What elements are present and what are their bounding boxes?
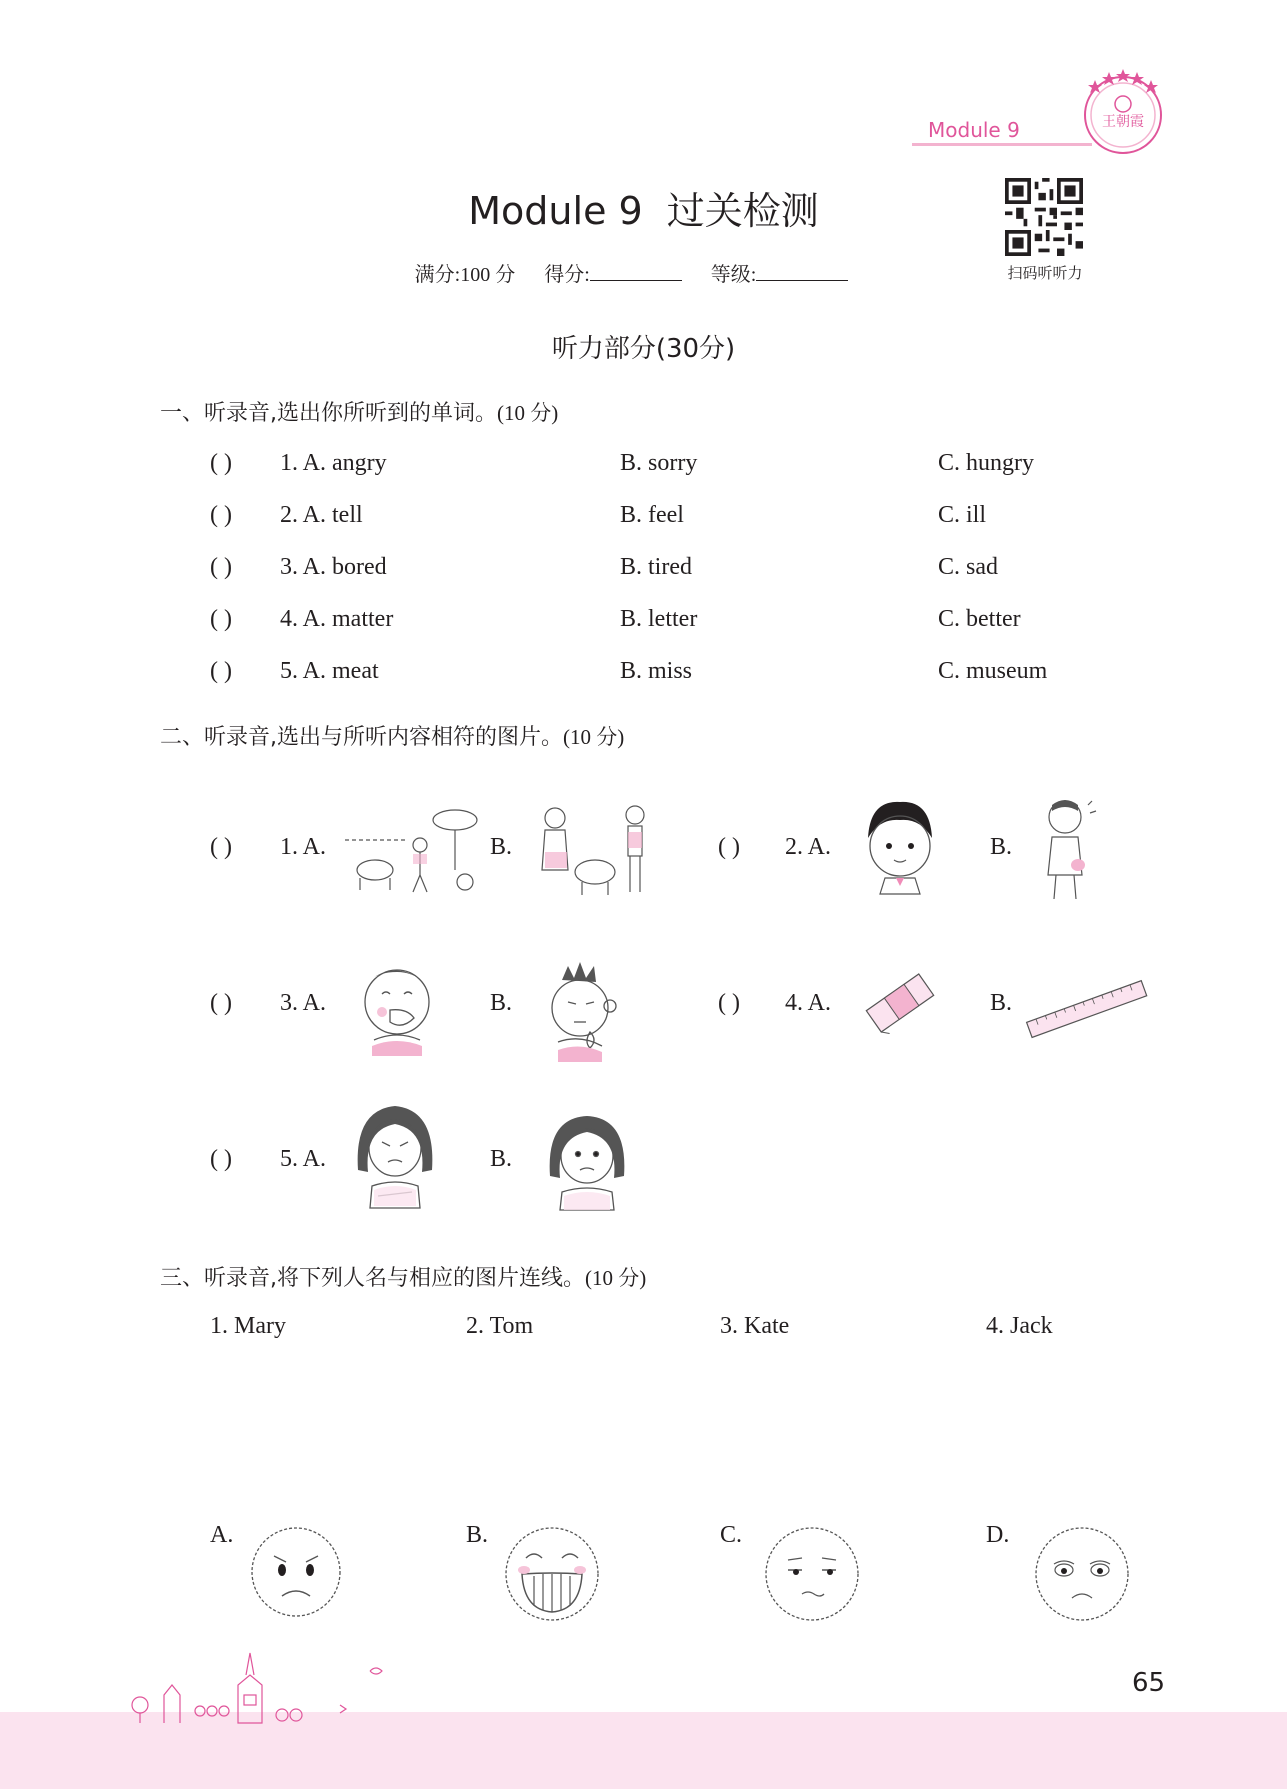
part1-row xyxy=(210,450,1110,480)
name-kate: 3. Kate xyxy=(720,1313,790,1339)
eraser-icon[interactable] xyxy=(860,968,940,1038)
answer-blank[interactable]: ( ) xyxy=(210,554,232,580)
q3-option-b-label: B. xyxy=(490,990,513,1016)
title-module: Module 9 xyxy=(468,189,643,233)
bored-face-icon[interactable] xyxy=(762,1524,862,1624)
part1-row xyxy=(210,554,1110,584)
qr-code-icon[interactable] xyxy=(1005,178,1083,256)
answer-blank[interactable]: ( ) xyxy=(210,658,232,684)
qr-label: 扫码听听力 xyxy=(1007,264,1083,282)
option-b: B. sorry xyxy=(620,450,698,476)
full-score: 满分:100 分 xyxy=(414,264,516,286)
face-d-label: D. xyxy=(986,1522,1010,1548)
part3-heading: 三、听录音,将下列人名与相应的图片连线。(10 分) xyxy=(160,1266,647,1291)
listening-section-title: 听力部分(30分) xyxy=(551,334,736,364)
q1-option-a-label: 1. A. xyxy=(280,834,327,860)
q2-option-b-label: B. xyxy=(990,834,1013,860)
children-with-cow-icon[interactable] xyxy=(520,800,660,900)
sick-boy-icon[interactable] xyxy=(1030,795,1100,905)
name-jack: 4. Jack xyxy=(986,1313,1053,1339)
option-c: C. hungry xyxy=(938,450,1034,476)
q3-option-a-label: 3. A. xyxy=(280,990,327,1016)
answer-blank[interactable]: ( ) xyxy=(210,606,232,632)
name-mary: 1. Mary xyxy=(210,1313,286,1339)
module-tag: Module 9 xyxy=(928,118,1020,142)
option-a: 4. A. matter xyxy=(280,606,394,632)
worried-girl-icon[interactable] xyxy=(540,1110,635,1214)
angry-girl-icon[interactable] xyxy=(350,1100,440,1212)
q5-option-a-label: 5. A. xyxy=(280,1146,327,1172)
option-c: C. better xyxy=(938,606,1021,632)
option-c: C. sad xyxy=(938,554,998,580)
option-b: B. tired xyxy=(620,554,692,580)
part1-row xyxy=(210,658,1110,688)
page-number: 65 xyxy=(1132,1668,1166,1698)
tired-face-icon[interactable] xyxy=(1032,1524,1132,1624)
part2-heading: 二、听录音,选出与所听内容相符的图片。(10 分) xyxy=(160,725,625,750)
farm-scene-icon[interactable] xyxy=(345,800,485,900)
ruler-icon[interactable] xyxy=(1022,975,1152,1045)
grade-blank[interactable] xyxy=(756,262,848,281)
town-decoration-icon xyxy=(120,1645,400,1725)
q1-option-b-label: B. xyxy=(490,834,513,860)
part1-row xyxy=(210,606,1110,636)
option-b: B. miss xyxy=(620,658,693,684)
answer-blank[interactable]: ( ) xyxy=(210,1146,232,1172)
boy-face-icon[interactable] xyxy=(860,798,940,898)
score-blank[interactable] xyxy=(590,262,682,281)
q4-option-a-label: 4. A. xyxy=(785,990,832,1016)
answer-blank[interactable]: ( ) xyxy=(210,450,232,476)
answer-blank[interactable]: ( ) xyxy=(210,502,232,528)
option-c: C. ill xyxy=(938,502,987,528)
part1-row xyxy=(210,502,1110,532)
option-a: 3. A. bored xyxy=(280,554,387,580)
title-cn: 过关检测 xyxy=(666,189,819,233)
answer-blank[interactable]: ( ) xyxy=(718,834,740,860)
option-a: 5. A. meat xyxy=(280,658,379,684)
badge-text: 王朝霞 xyxy=(1102,114,1144,130)
page-title xyxy=(0,180,1287,235)
option-a: 1. A. angry xyxy=(280,450,387,476)
face-a-label: A. xyxy=(210,1522,234,1548)
name-tom: 2. Tom xyxy=(466,1313,534,1339)
option-a: 2. A. tell xyxy=(280,502,363,528)
sad-face-icon[interactable] xyxy=(248,1524,344,1620)
answer-blank[interactable]: ( ) xyxy=(210,990,232,1016)
answer-blank[interactable]: ( ) xyxy=(210,834,232,860)
thinking-boy-icon[interactable] xyxy=(540,962,625,1068)
score-label: 得分: xyxy=(544,264,590,286)
option-b: B. letter xyxy=(620,606,698,632)
face-c-label: C. xyxy=(720,1522,743,1548)
option-b: B. feel xyxy=(620,502,684,528)
header-divider xyxy=(912,143,1092,146)
laughing-face-icon[interactable] xyxy=(502,1524,602,1624)
grade-label: 等级: xyxy=(710,264,757,286)
face-b-label: B. xyxy=(466,1522,489,1548)
answer-blank[interactable]: ( ) xyxy=(718,990,740,1016)
q4-option-b-label: B. xyxy=(990,990,1013,1016)
part1-heading: 一、听录音,选出你所听到的单词。(10 分) xyxy=(160,401,559,426)
q2-option-a-label: 2. A. xyxy=(785,834,832,860)
publisher-badge-icon xyxy=(1073,60,1173,160)
option-c: C. museum xyxy=(938,658,1048,684)
laughing-boy-icon[interactable] xyxy=(352,960,442,1060)
q5-option-b-label: B. xyxy=(490,1146,513,1172)
